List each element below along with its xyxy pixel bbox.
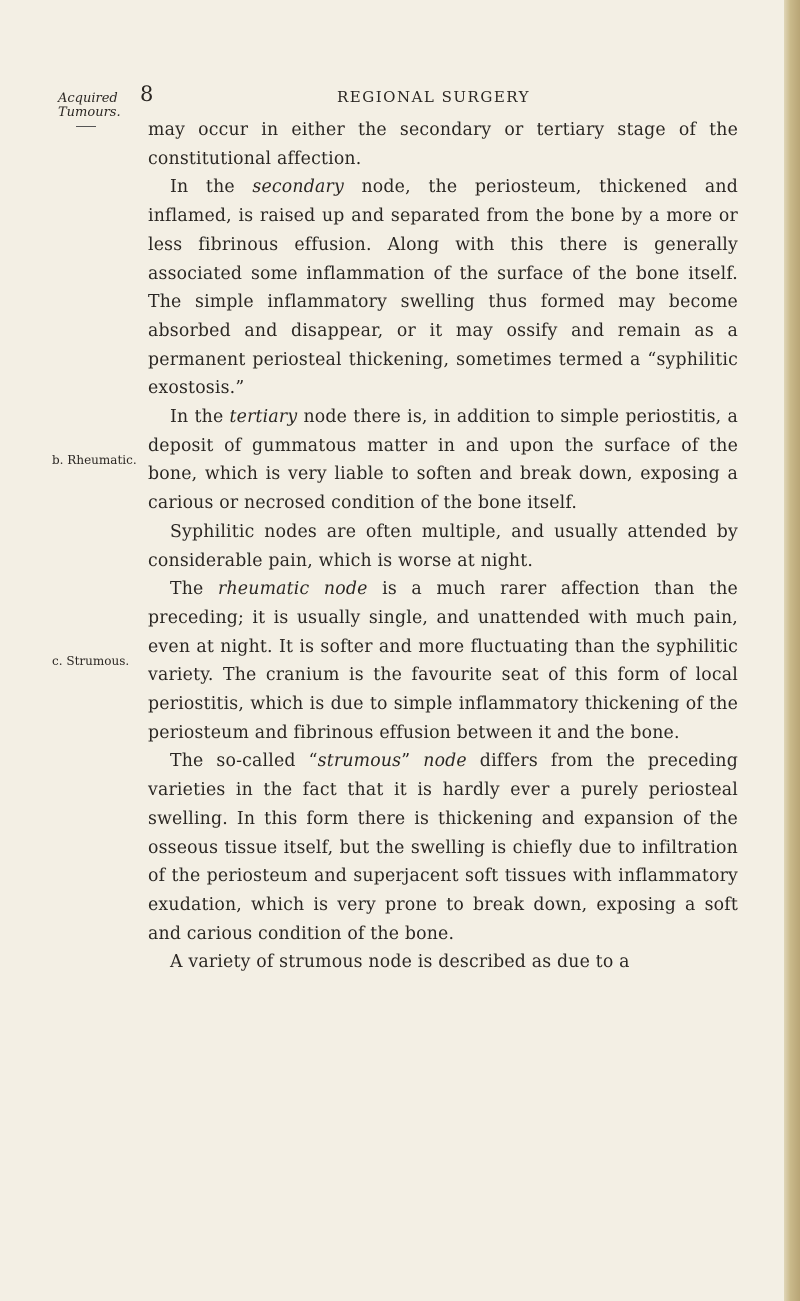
paragraph-3-emphasis: tertiary bbox=[229, 407, 298, 428]
paragraph-2-text-b: node, the periosteum, thickened and inflamed, is raised up and separated from the bone by a more or less fibrinous effusion. Along with this there is generally associated some inflammation of the surface of the bone itself. The simple inflammatory swelling thus formed may become absorbed and disappear, or it may ossify and remain as a permanent periosteal thickening, sometimes termed a “syphilitic exostosis.” bbox=[148, 177, 738, 399]
paragraph-2-text-a: In the bbox=[170, 177, 253, 198]
page-edge bbox=[784, 0, 800, 1301]
paragraph-3-text-a: In the bbox=[170, 407, 230, 428]
margin-note-rheumatic: b. Rheumatic. bbox=[52, 453, 137, 467]
paragraph-6-text-a: The so-called “ bbox=[170, 751, 318, 772]
running-title: REGIONAL SURGERY bbox=[337, 88, 531, 106]
paragraph-5 bbox=[148, 575, 738, 747]
side-heading-line2: Tumours. bbox=[58, 105, 121, 120]
page-number: 8 bbox=[140, 82, 154, 106]
paragraph-6 bbox=[148, 747, 738, 948]
paragraph-6-emphasis-1: strumous bbox=[317, 751, 402, 772]
paragraph-1: may occur in either the secondary or tertiary stage of the constitutional affection. bbox=[148, 120, 738, 169]
paragraph-7: A variety of strumous node is described as due to a bbox=[170, 952, 630, 973]
paragraph-3-text-b: node there is, in addition to simple periostitis, a deposit of gummatous matter in and upon the surface of the bone, which is very liable to soften and break down, exposing a carious or necrosed condition of the bone itself. bbox=[148, 407, 738, 514]
paragraph-5-text-b: is a much rarer affection than the preceding; it is usually single, and unattended with much pain, even at night. It is softer and more fluctuating than the syphilitic variety. The cranium is the favourite seat of this form of local periostitis, which is due to simple inflammatory thickening of the periosteum and fibrinous effusion between it and the bone. bbox=[148, 579, 738, 743]
paragraph-2 bbox=[148, 173, 738, 403]
paragraph-5-text-a: The bbox=[170, 579, 219, 600]
paragraph-6-emphasis-2: node bbox=[423, 751, 467, 772]
paragraph-4: Syphilitic nodes are often multiple, and usually attended by considerable pain, which is worse at night. bbox=[148, 521, 738, 571]
paragraph-6-text-b: ” bbox=[401, 751, 424, 772]
paragraph-3 bbox=[148, 403, 738, 518]
paragraph-2-emphasis: secondary bbox=[252, 177, 344, 198]
side-heading-line1: Acquired bbox=[58, 91, 118, 106]
side-heading bbox=[58, 92, 121, 127]
side-heading-rule bbox=[76, 126, 96, 127]
margin-note-strumous: c. Strumous. bbox=[52, 654, 130, 668]
paragraph-5-emphasis: rheumatic node bbox=[218, 579, 368, 600]
paragraph-6-text-c: differs from the preceding varieties in the fact that it is hardly ever a purely periosteal swelling. In this form there is thickening and expansion of the osseous tissue itself, but the swelling is chiefly due to infiltration of the periosteum and superjacent soft tissues with inflammatory exudation, which is very prone to break down, exposing a soft and carious condition of the bone. bbox=[148, 751, 738, 944]
body-text bbox=[148, 116, 738, 977]
